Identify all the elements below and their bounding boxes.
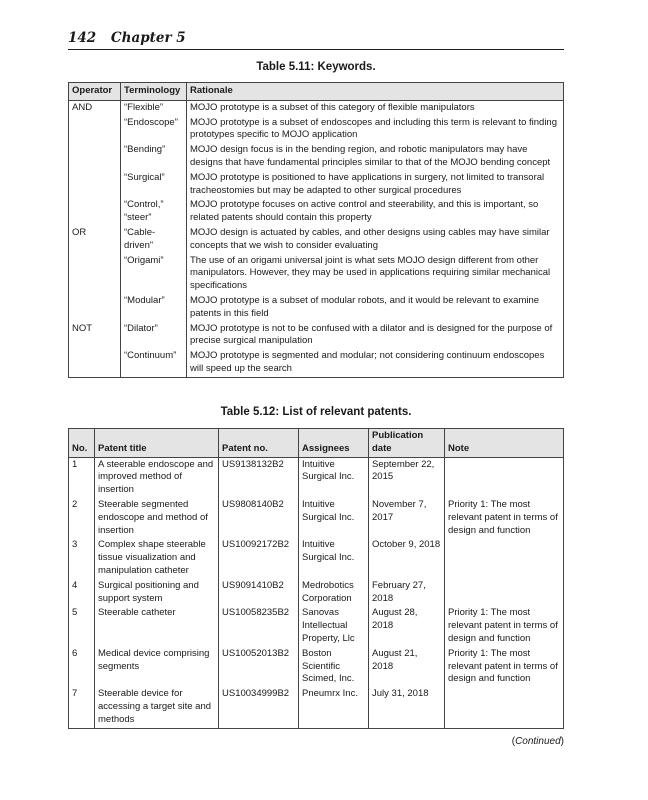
cell-operator bbox=[69, 171, 121, 199]
column-header: Rationale bbox=[187, 83, 564, 101]
cell-title: A steerable endoscope and improved method of insertion bbox=[95, 457, 219, 498]
cell-operator: AND bbox=[69, 100, 121, 115]
column-header: Patent title bbox=[95, 429, 219, 458]
cell-rationale: MOJO prototype is positioned to have applications in surgery, not limited to transoral tracheostomies but may be adapted to other surgical procedures bbox=[187, 171, 564, 199]
table-header-row bbox=[69, 429, 564, 458]
table-header-row bbox=[69, 83, 564, 101]
column-header: Operator bbox=[69, 83, 121, 101]
keyword-row bbox=[69, 171, 564, 199]
patent-row bbox=[69, 457, 564, 498]
chapter-title: Chapter 5 bbox=[110, 30, 186, 46]
cell-term: “Bending” bbox=[121, 143, 187, 171]
cell-assignee: Medrobotics Corporation bbox=[299, 579, 369, 607]
patent-row bbox=[69, 647, 564, 687]
cell-date: July 31, 2018 bbox=[369, 687, 445, 728]
cell-patent-no: US9808140B2 bbox=[219, 498, 299, 538]
cell-assignee: Sanovas Intellectual Property, Llc bbox=[299, 606, 369, 646]
cell-date: November 7, 2017 bbox=[369, 498, 445, 538]
cell-term: “Cable-driven” bbox=[121, 226, 187, 254]
cell-term: “Surgical” bbox=[121, 171, 187, 199]
cell-assignee: Intuitive Surgical Inc. bbox=[299, 457, 369, 498]
patents-table bbox=[68, 428, 564, 729]
cell-rationale: MOJO design focus is in the bending region, and robotic manipulators may have designs that have fundamental principles similar to that of the MOJO bending concept bbox=[187, 143, 564, 171]
cell-rationale: MOJO prototype is a subset of modular robots, and it would be relevant to examine patents in this field bbox=[187, 294, 564, 322]
cell-operator bbox=[69, 116, 121, 144]
cell-rationale: MOJO prototype is a subset of this category of flexible manipulators bbox=[187, 100, 564, 115]
cell-note bbox=[445, 457, 564, 498]
table-5-11-caption: Table 5.11: Keywords. bbox=[256, 61, 376, 73]
table-5-12-caption: Table 5.12: List of relevant patents. bbox=[220, 406, 412, 418]
cell-title: Surgical positioning and support system bbox=[95, 579, 219, 607]
cell-title: Steerable device for accessing a target site and methods bbox=[95, 687, 219, 728]
cell-rationale: MOJO prototype is not to be confused with a dilator and is designed for the purpose of precise surgical manipulation bbox=[187, 322, 564, 350]
cell-date: August 28, 2018 bbox=[369, 606, 445, 646]
cell-date: February 27, 2018 bbox=[369, 579, 445, 607]
keyword-row bbox=[69, 116, 564, 144]
cell-date: August 21, 2018 bbox=[369, 647, 445, 687]
cell-operator: OR bbox=[69, 226, 121, 254]
cell-rationale: MOJO design is actuated by cables, and other designs using cables may have similar concepts that we wish to consider evaluating bbox=[187, 226, 564, 254]
cell-no: 2 bbox=[69, 498, 95, 538]
cell-assignee: Boston Scientific Scimed, Inc. bbox=[299, 647, 369, 687]
cell-operator bbox=[69, 349, 121, 377]
cell-term: “Origami” bbox=[121, 254, 187, 294]
cell-note: Priority 1: The most relevant patent in terms of design and function bbox=[445, 498, 564, 538]
column-header: Assignees bbox=[299, 429, 369, 458]
cell-patent-no: US9138132B2 bbox=[219, 457, 299, 498]
cell-title: Complex shape steerable tissue visualization and manipulation catheter bbox=[95, 538, 219, 578]
cell-no: 4 bbox=[69, 579, 95, 607]
cell-operator bbox=[69, 254, 121, 294]
continued-label: Continued bbox=[515, 736, 561, 747]
column-header: Publication date bbox=[369, 429, 445, 458]
cell-rationale: MOJO prototype is segmented and modular; not considering continuum endoscopes will speed up the search bbox=[187, 349, 564, 377]
patent-row bbox=[69, 498, 564, 538]
cell-assignee: Intuitive Surgical Inc. bbox=[299, 498, 369, 538]
cell-term: “Control,” “steer” bbox=[121, 198, 187, 226]
cell-patent-no: US9091410B2 bbox=[219, 579, 299, 607]
page-header bbox=[68, 30, 564, 50]
cell-assignee: Pneumrx Inc. bbox=[299, 687, 369, 728]
cell-term: “Dilator” bbox=[121, 322, 187, 350]
cell-patent-no: US10052013B2 bbox=[219, 647, 299, 687]
keyword-row bbox=[69, 349, 564, 377]
cell-rationale: MOJO prototype is a subset of endoscopes and including this term is relevant to finding prototypes specific to MOJO application bbox=[187, 116, 564, 144]
cell-title: Medical device comprising segments bbox=[95, 647, 219, 687]
cell-patent-no: US10058235B2 bbox=[219, 606, 299, 646]
cell-note bbox=[445, 579, 564, 607]
keyword-row bbox=[69, 100, 564, 115]
cell-operator bbox=[69, 198, 121, 226]
cell-assignee: Intuitive Surgical Inc. bbox=[299, 538, 369, 578]
cell-no: 3 bbox=[69, 538, 95, 578]
cell-date: September 22, 2015 bbox=[369, 457, 445, 498]
cell-note: Priority 1: The most relevant patent in terms of design and function bbox=[445, 647, 564, 687]
cell-operator bbox=[69, 143, 121, 171]
cell-no: 6 bbox=[69, 647, 95, 687]
cell-term: “Flexible” bbox=[121, 100, 187, 115]
column-header: Patent no. bbox=[219, 429, 299, 458]
keyword-row bbox=[69, 294, 564, 322]
page-number: 142 bbox=[68, 30, 97, 46]
cell-note bbox=[445, 538, 564, 578]
cell-no: 5 bbox=[69, 606, 95, 646]
keyword-row bbox=[69, 198, 564, 226]
cell-note: Priority 1: The most relevant patent in terms of design and function bbox=[445, 606, 564, 646]
cell-rationale: The use of an origami universal joint is what sets MOJO design different from other manipulators. However, they may be used in applications requiring similar mechanical specifications bbox=[187, 254, 564, 294]
cell-title: Steerable catheter bbox=[95, 606, 219, 646]
cell-patent-no: US10034999B2 bbox=[219, 687, 299, 728]
continued-note: (Continued) bbox=[511, 736, 564, 747]
cell-term: “Endoscope” bbox=[121, 116, 187, 144]
keyword-row bbox=[69, 322, 564, 350]
cell-rationale: MOJO prototype focuses on active control and steerability, and this is important, so related patents should contain this property bbox=[187, 198, 564, 226]
cell-no: 7 bbox=[69, 687, 95, 728]
cell-operator bbox=[69, 294, 121, 322]
cell-operator: NOT bbox=[69, 322, 121, 350]
patent-row bbox=[69, 606, 564, 646]
column-header: No. bbox=[69, 429, 95, 458]
cell-title: Steerable segmented endoscope and method of insertion bbox=[95, 498, 219, 538]
cell-no: 1 bbox=[69, 457, 95, 498]
cell-patent-no: US10092172B2 bbox=[219, 538, 299, 578]
column-header: Terminology bbox=[121, 83, 187, 101]
cell-term: “Continuum” bbox=[121, 349, 187, 377]
keyword-row bbox=[69, 254, 564, 294]
keyword-row bbox=[69, 143, 564, 171]
cell-date: October 9, 2018 bbox=[369, 538, 445, 578]
cell-term: “Modular” bbox=[121, 294, 187, 322]
column-header: Note bbox=[445, 429, 564, 458]
patent-row bbox=[69, 579, 564, 607]
keyword-row bbox=[69, 226, 564, 254]
patent-row bbox=[69, 538, 564, 578]
cell-note bbox=[445, 687, 564, 728]
keywords-table bbox=[68, 82, 564, 378]
patent-row bbox=[69, 687, 564, 728]
